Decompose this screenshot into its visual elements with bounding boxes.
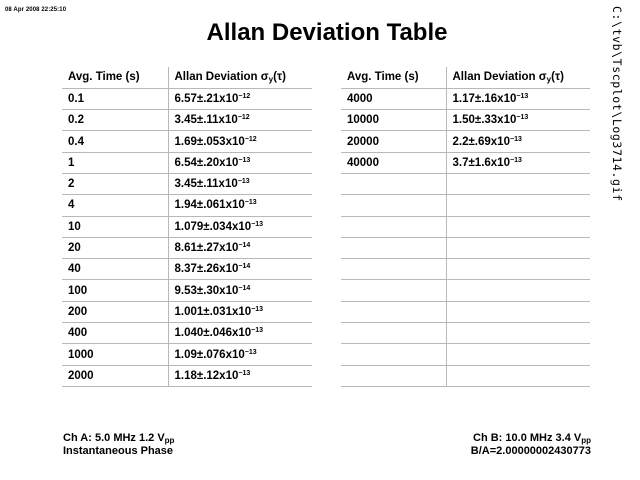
deviation-exponent: −13 xyxy=(516,92,529,100)
table-row xyxy=(341,88,590,109)
allan-deviation-cell xyxy=(446,259,590,280)
deviation-mantissa: 1.040±.046x10 xyxy=(174,327,252,340)
deviation-mantissa: 1.50±.33x10 xyxy=(452,114,517,127)
deviation-mantissa: 1.18±.12x10 xyxy=(174,369,239,382)
sigma-symbol: σ xyxy=(538,71,547,84)
allan-deviation-cell xyxy=(168,216,312,237)
deviation-mantissa: 1.94±.061x10 xyxy=(174,199,245,212)
table-row xyxy=(62,152,312,173)
table-row xyxy=(62,280,312,301)
avg-time-cell: 40000 xyxy=(341,152,446,173)
deviation-mantissa: 1.001±.031x10 xyxy=(174,305,252,318)
table-row xyxy=(341,131,590,152)
deviation-exponent: −13 xyxy=(238,369,251,377)
table-row xyxy=(341,344,590,365)
table-row xyxy=(62,365,312,386)
avg-time-cell: 1000 xyxy=(62,344,168,365)
allan-deviation-cell xyxy=(168,110,312,131)
channel-b-frequency: Ch B: 10.0 MHz 3.4 $V_{pp}$ xyxy=(473,432,591,445)
allan-deviation-cell xyxy=(446,237,590,258)
table-row xyxy=(341,237,590,258)
header-allan-deviation xyxy=(446,67,590,88)
deviation-mantissa: 3.45±.11x10 xyxy=(174,114,238,127)
deviation-exponent: −13 xyxy=(251,220,264,228)
table-row xyxy=(341,323,590,344)
allan-deviation-cell xyxy=(446,131,590,152)
avg-time-cell xyxy=(341,173,446,194)
deviation-exponent: −14 xyxy=(238,284,251,292)
channel-a-mode: Instantaneous Phase xyxy=(63,445,174,457)
allan-deviation-table-right xyxy=(341,67,590,387)
avg-time-cell xyxy=(341,216,446,237)
header-allan-deviation-label: Allan Deviation xyxy=(174,71,261,84)
deviation-exponent: −13 xyxy=(251,305,264,313)
sigma-subscript: y xyxy=(268,75,274,85)
avg-time-cell: 2 xyxy=(62,173,168,194)
header-avg-time: Avg. Time (s) xyxy=(341,67,446,88)
channel-a-info xyxy=(63,432,174,458)
avg-time-cell: 40 xyxy=(62,259,168,280)
avg-time-cell: 2000 xyxy=(62,365,168,386)
channel-b-info xyxy=(471,432,591,458)
deviation-mantissa: 3.7±1.6x10 xyxy=(452,156,510,169)
avg-time-cell xyxy=(341,301,446,322)
table-row xyxy=(62,259,312,280)
allan-deviation-cell xyxy=(168,237,312,258)
header-allan-deviation xyxy=(168,67,312,88)
table-row xyxy=(341,301,590,322)
deviation-exponent: −12 xyxy=(238,92,251,100)
allan-deviation-table-left xyxy=(62,67,312,387)
deviation-mantissa: 3.45±.11x10 xyxy=(174,178,238,191)
allan-deviation-cell xyxy=(446,110,590,131)
deviation-exponent: −14 xyxy=(238,242,251,250)
deviation-exponent: −12 xyxy=(237,114,250,122)
allan-deviation-cell xyxy=(168,173,312,194)
deviation-mantissa: 8.61±.27x10 xyxy=(174,242,239,255)
allan-deviation-cell xyxy=(168,301,312,322)
sigma-subscript: y xyxy=(546,75,552,85)
table-row xyxy=(341,365,590,386)
allan-deviation-cell xyxy=(168,88,312,109)
allan-deviation-cell xyxy=(168,323,312,344)
page-title: Allan Deviation Table xyxy=(206,19,448,46)
allan-deviation-cell xyxy=(168,195,312,216)
deviation-mantissa: 6.57±.21x10 xyxy=(174,92,239,105)
table-row xyxy=(341,216,590,237)
deviation-mantissa: 1.09±.076x10 xyxy=(174,348,245,361)
avg-time-cell: 20 xyxy=(62,237,168,258)
avg-time-cell xyxy=(341,323,446,344)
table-row xyxy=(62,216,312,237)
table-row xyxy=(341,195,590,216)
deviation-mantissa: 1.079±.034x10 xyxy=(174,220,252,233)
timestamp: 08 Apr 2008 22:25:10 xyxy=(5,7,67,13)
allan-deviation-cell xyxy=(446,323,590,344)
table-row xyxy=(62,110,312,131)
deviation-mantissa: 1.69±.053x10 xyxy=(174,135,245,148)
avg-time-cell: 0.4 xyxy=(62,131,168,152)
avg-time-cell xyxy=(341,237,446,258)
tau-symbol: (τ) xyxy=(273,71,286,84)
allan-deviation-cell xyxy=(168,131,312,152)
header-allan-deviation-label: Allan Deviation xyxy=(452,71,539,84)
avg-time-cell xyxy=(341,195,446,216)
avg-time-cell: 10 xyxy=(62,216,168,237)
allan-deviation-cell xyxy=(446,216,590,237)
table-row xyxy=(62,173,312,194)
deviation-mantissa: 8.37±.26x10 xyxy=(174,263,239,276)
table-row xyxy=(62,195,312,216)
allan-deviation-cell xyxy=(446,365,590,386)
table-row xyxy=(341,280,590,301)
allan-deviation-cell xyxy=(446,280,590,301)
deviation-mantissa: 6.54±.20x10 xyxy=(174,156,239,169)
avg-time-cell: 1 xyxy=(62,152,168,173)
deviation-exponent: −13 xyxy=(237,178,250,186)
avg-time-cell: 0.2 xyxy=(62,110,168,131)
table-row xyxy=(62,237,312,258)
allan-deviation-cell xyxy=(168,365,312,386)
avg-time-cell xyxy=(341,280,446,301)
deviation-mantissa: 9.53±.30x10 xyxy=(174,284,239,297)
allan-deviation-cell xyxy=(168,344,312,365)
avg-time-cell: 20000 xyxy=(341,131,446,152)
avg-time-cell: 4 xyxy=(62,195,168,216)
avg-time-cell: 200 xyxy=(62,301,168,322)
table-row xyxy=(62,131,312,152)
table-row xyxy=(62,301,312,322)
avg-time-cell: 10000 xyxy=(341,110,446,131)
allan-deviation-cell xyxy=(446,344,590,365)
table-header-row xyxy=(62,67,312,88)
avg-time-cell: 4000 xyxy=(341,88,446,109)
frequency-ratio: B/A=2.00000002430773 xyxy=(470,445,591,457)
deviation-exponent: −12 xyxy=(244,135,257,143)
table-row xyxy=(62,88,312,109)
file-path-label: C:\tvb\Tscplot\Log3714.gif xyxy=(610,6,624,202)
allan-deviation-cell xyxy=(168,280,312,301)
allan-deviation-cell xyxy=(446,152,590,173)
allan-deviation-cell xyxy=(446,88,590,109)
table-header-row xyxy=(341,67,590,88)
deviation-exponent: −14 xyxy=(238,263,251,271)
channel-a-frequency: Ch A: 5.0 MHz 1.2 $V_{pp}$ xyxy=(63,432,175,445)
avg-time-cell xyxy=(341,365,446,386)
allan-deviation-cell xyxy=(446,301,590,322)
deviation-exponent: −13 xyxy=(251,327,264,335)
table-row xyxy=(62,323,312,344)
table-row xyxy=(341,173,590,194)
table-row xyxy=(341,152,590,173)
deviation-exponent: −13 xyxy=(244,348,257,356)
avg-time-cell xyxy=(341,259,446,280)
sigma-symbol: σ xyxy=(260,71,269,84)
deviation-exponent: −13 xyxy=(244,199,257,207)
table-row xyxy=(341,110,590,131)
deviation-mantissa: 2.2±.69x10 xyxy=(452,135,510,148)
deviation-exponent: −13 xyxy=(238,156,251,164)
tau-symbol: (τ) xyxy=(551,71,564,84)
deviation-exponent: −13 xyxy=(516,114,529,122)
deviation-mantissa: 1.17±.16x10 xyxy=(452,92,517,105)
table-row xyxy=(341,259,590,280)
header-avg-time: Avg. Time (s) xyxy=(62,67,168,88)
allan-deviation-cell xyxy=(446,195,590,216)
avg-time-cell: 0.1 xyxy=(62,88,168,109)
table-row xyxy=(62,344,312,365)
allan-deviation-cell xyxy=(168,259,312,280)
deviation-exponent: −13 xyxy=(509,135,522,143)
avg-time-cell: 400 xyxy=(62,323,168,344)
avg-time-cell xyxy=(341,344,446,365)
avg-time-cell: 100 xyxy=(62,280,168,301)
allan-deviation-cell xyxy=(168,152,312,173)
allan-deviation-cell xyxy=(446,173,590,194)
deviation-exponent: −13 xyxy=(509,156,522,164)
